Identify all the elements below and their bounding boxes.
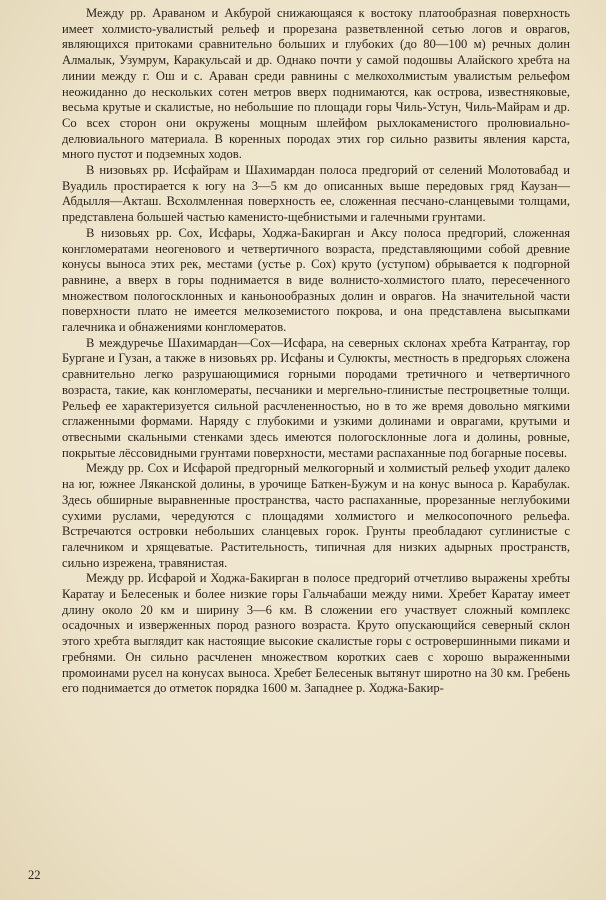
paragraph-2: В низовьях рр. Исфайрам и Шахимардан полоса предгорий от селений Молотовабад и Вуадиль простирается к югу на 3—5 км до описанных выше передовых гряд Каузан—Абдылля—Акташ. Всхолмленная поверхность ее, сложенная песчано-сланцевыми толщами, представлена большей частью каменисто-щебнистыми и галечными грунтами. [62, 163, 570, 225]
paragraph-6: Между рр. Исфарой и Ходжа-Бакирган в полосе предгорий отчетливо выражены хребты Каратау и Белесенык и более низкие горы Гальчабаши между ними. Хребет Каратау имеет длину около 20 км и ширину 3—6 км. В сложении его участвует сложный комплекс осадочных и изверженных пород разного возраста. Круто опускающийся северный склон этого хребта выглядит как настоящие высокие скалистые горы с островершинными пиками и гребнями. Он сильно расчленен множеством коротких саев с хорошо выраженными промоинами русел на конусах выноса. Хребет Белесенык вытянут широтно на 30 км. Гребень его поднимается до отметок порядка 1600 м. Западнее р. Ходжа-Бакир- [62, 571, 570, 696]
paragraph-1: Между рр. Араваном и Акбурой снижающаяся к востоку платообразная поверхность имеет холмисто-увалистый рельеф и прорезана разветвленной сетью логов и оврагов, являющихся притоками сравнительно больших и глубоких (до 80—100 м) речных долин Алмалык, Узумрум, Каракульсай и др. Однако почти у самой подошвы Алайского хребта на линии между г. Ош и с. Араван среди равнины с мелкохолмистым увалистым рельефом неожиданно до нескольких сотен метров вверх поднимаются, как острова, известняковые, весьма крутые и скалистые, но небольшие по площади горы Чиль-Устун, Чиль-Майрам и др. Со всех сторон они окружены мощным шлейфом рыхлокаменистого пролювиально-делювиального материала. В коренных породах этих гор сильно развиты явления карста, много пустот и подземных ходов. [62, 6, 570, 162]
paragraph-5: Между рр. Сох и Исфарой предгорный мелкогорный и холмистый рельеф уходит далеко на юг, южнее Ляканской долины, в урочище Баткен-Бужум и на конус выноса р. Карабулак. Здесь обширные выравненные пространства, часто распаханные, прорезанные неглубокими сухими руслами, чередуются с площадями холмистого и мелкосопочного рельефа. Встречаются островки небольших сланцевых горок. Грунты преобладают суглинистые с галечником и хрящеватые. Растительность, типичная для низких адырных пространств, сильно изрежена, травянистая. [62, 461, 570, 570]
paragraph-4: В междуречье Шахимардан—Сох—Исфара, на северных склонах хребта Катрантау, гор Бургане и Гузан, а также в низовьях рр. Исфаны и Сулюкты, местность в предгорьях сложена сравнительно легко разрушающимися горными породами третичного и четвертичного возраста, такие, как конгломераты, песчаники и мергельно-глинистые пестроцветные толщи. Рельеф ее характеризуется сильной расчлененностью, но в то же время довольно мягкими сглаженными формами. Наряду с глубокими и узкими долинами и оврагами, крутыми и отвесными скальными стенками здесь имеются пологосклонные лога и долины, ровные, покрытые лёссовидными грунтами поверхности, местами распаханные под богарные посевы. [62, 335, 570, 460]
body-text [62, 6, 570, 697]
page-number: 22 [28, 868, 41, 882]
paragraph-3: В низовьях рр. Сох, Исфары, Ходжа-Бакирган и Аксу полоса предгорий, сложенная конгломератами неогенового и четвертичного возраста, представляющими собой древние конусы выноса этих рек, местами (устье р. Сох) круто (уступом) обрывается к подгорной равнине, а вверх в горы поднимается в виде волнисто-холмистого плато, пересеченного множеством пологосклонных и каньонообразных долин и оврагов. На значительной части поверхности плато не имеется мелкоземистого покрова, и она представлена высыпками галечника и обнажениями конгломератов. [62, 225, 570, 335]
